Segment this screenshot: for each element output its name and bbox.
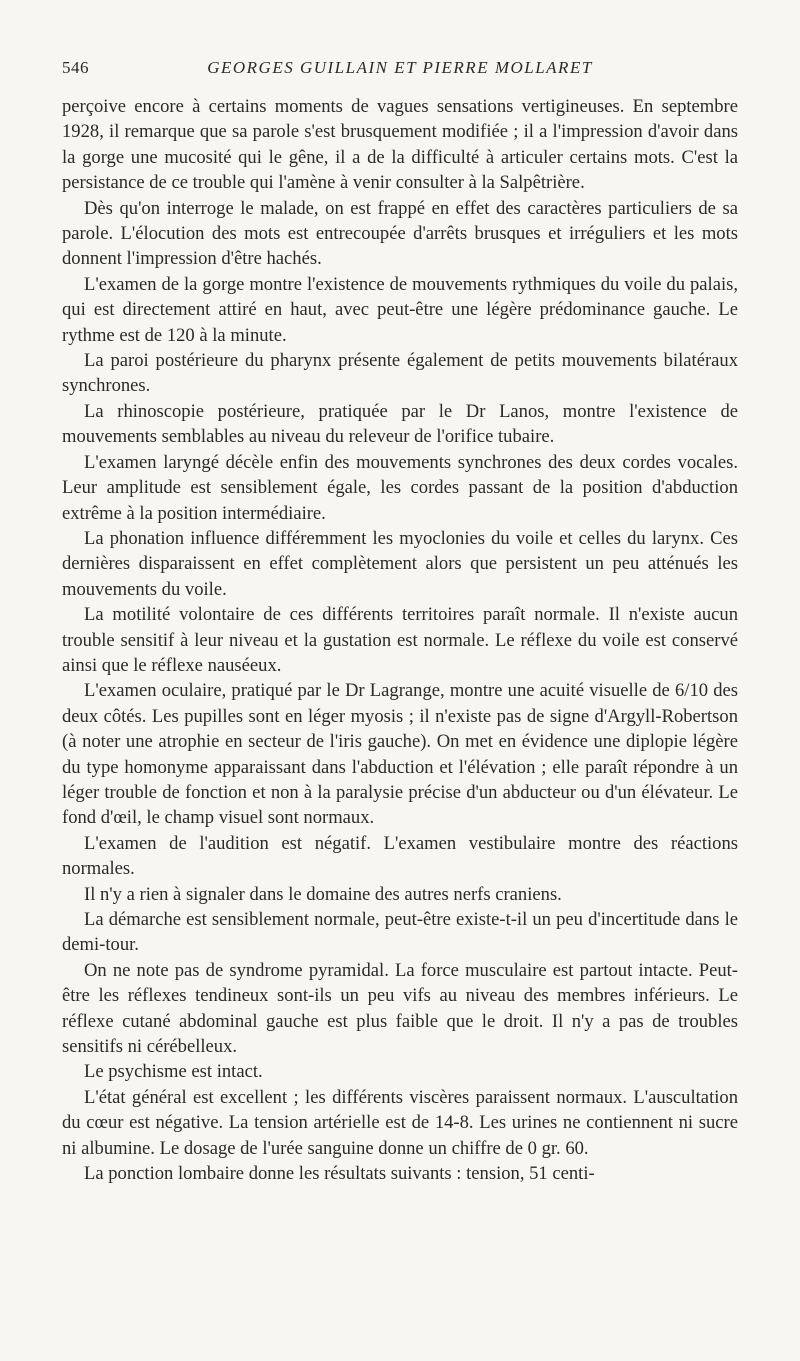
paragraph: La phonation influence différemment les myoclonies du voile et celles du larynx. Ces dernières disparaissent en effet complètement alors que persistent un peu atténués les mouvements du voile. xyxy=(62,527,738,600)
paragraph: Le psychisme est intact. xyxy=(84,1061,263,1083)
paragraph: La ponction lombaire donne les résultats suivants : tension, 51 centi- xyxy=(84,1163,595,1185)
paragraph: L'état général est excellent ; les différents viscères paraissent normaux. L'auscultation du cœur est négative. La tension artérielle est de 14-8. Les urines ne contiennent ni sucre ni albumine. Le dosage de l'urée sanguine donne un chiffre de 0 gr. 60. xyxy=(62,1086,738,1159)
paragraph: L'examen laryngé décèle enfin des mouvements synchrones des deux cordes vocales. Leur amplitude est sensiblement égale, les cordes passant de la position d'abduction extrême à la position intermédiaire. xyxy=(62,451,738,524)
paragraph: perçoive encore à certains moments de vagues sensations vertigineuses. En septembre 1928, il remarque que sa parole s'est brusquement modifiée ; il a l'impression d'avoir dans la gorge une mucosité qui le gêne, il a de la difficulté à articuler certains mots. C'est la persistance de ce trouble qui l'amène à venir consulter à la Salpêtrière. xyxy=(62,96,738,194)
body-text xyxy=(62,94,738,1186)
paragraph: La démarche est sensiblement normale, peut-être existe-t-il un peu d'incertitude dans le demi-tour. xyxy=(62,909,738,956)
paragraph: L'examen de la gorge montre l'existence de mouvements rythmiques du voile du palais, qui est directement attiré en haut, avec peut-être une légère prédominance gauche. Le rythme est de 120 à la minute. xyxy=(62,273,738,346)
paragraph: Il n'y a rien à signaler dans le domaine des autres nerfs craniens. xyxy=(84,883,562,905)
paragraph: L'examen oculaire, pratiqué par le Dr Lagrange, montre une acuité visuelle de 6/10 des deux côtés. Les pupilles sont en léger myosis ; il n'existe pas de signe d'Argyll-Robertson (à noter une atrophie en secteur de l'iris gauche). On met en évidence une diplopie légère du type homonyme apparaissant dans l'abduction et l'élévation ; elle paraît répondre à un léger trouble de fonction et non à la paralysie précise d'un abducteur ou d'un élévateur. Le fond d'œil, le champ visuel sont normaux. xyxy=(62,680,738,829)
paragraph: La paroi postérieure du pharynx présente également de petits mouvements bilatéraux synchrones. xyxy=(62,350,738,397)
running-head: GEORGES GUILLAIN ET PIERRE MOLLARET xyxy=(207,58,593,77)
paragraph: L'examen de l'audition est négatif. L'examen vestibulaire montre des réactions normales. xyxy=(62,832,738,880)
paragraph: On ne note pas de syndrome pyramidal. La force musculaire est partout intacte. Peut-être les réflexes tendineux sont-ils un peu vifs au niveau des membres inférieurs. Le réflexe cutané abdominal gauche est plus faible que le droit. Il n'y a pas de troubles sensitifs ni cérébelleux. xyxy=(62,959,738,1058)
page-header xyxy=(62,52,738,82)
paragraph: La rhinoscopie postérieure, pratiquée par le Dr Lanos, montre l'existence de mouvements semblables au niveau du releveur de l'orifice tubaire. xyxy=(62,400,738,448)
paragraph: Dès qu'on interroge le malade, on est frappé en effet des caractères particuliers de sa parole. L'élocution des mots est entrecoupée d'arrêts brusques et irréguliers et les mots donnent l'impression d'être hachés. xyxy=(62,197,738,270)
paragraph: La motilité volontaire de ces différents territoires paraît normale. Il n'existe aucun trouble sensitif à leur niveau et la gustation est normale. Le réflexe du voile est conservé ainsi que le réflexe nauséeux. xyxy=(62,604,738,676)
page-number: 546 xyxy=(62,58,89,77)
